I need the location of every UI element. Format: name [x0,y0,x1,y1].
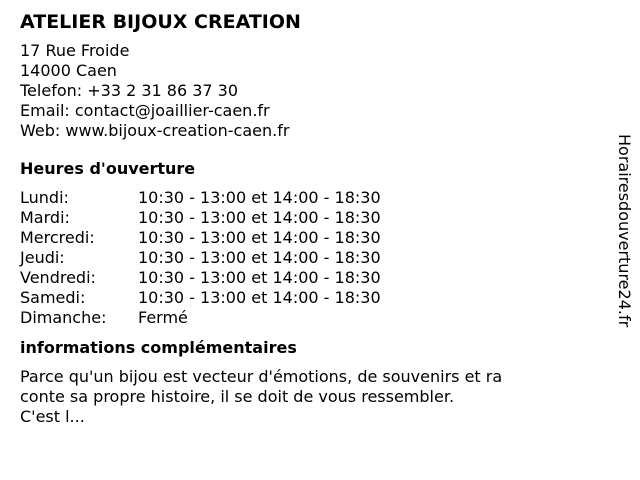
business-name: ATELIER BIJOUX CREATION [20,11,301,33]
info-line: conte sa propre histoire, il se doit de vous ressembler. [20,387,455,406]
hours-row-thursday [20,248,600,268]
day-label: Vendredi: [20,268,96,287]
hours-row-friday [20,268,600,288]
day-label: Mercredi: [20,228,95,247]
hours-row-monday [20,188,600,208]
day-label: Samedi: [20,288,86,307]
address-city: 14000 Caen [20,61,117,80]
day-hours: 10:30 - 13:00 et 14:00 - 18:30 [138,228,381,247]
day-label: Dimanche: [20,308,107,327]
hours-row-saturday [20,288,600,308]
additional-info-heading: informations complémentaires [20,338,297,357]
phone-number: Telefon: +33 2 31 86 37 30 [20,81,239,100]
info-line: Parce qu'un bijou est vecteur d'émotions, de souvenirs et ra [20,367,503,386]
opening-hours-table [20,188,600,328]
address-street: 17 Rue Froide [20,41,130,60]
day-label: Lundi: [20,188,69,207]
day-hours: Fermé [138,308,188,327]
day-hours: 10:30 - 13:00 et 14:00 - 18:30 [138,248,381,267]
hours-row-wednesday [20,228,600,248]
hours-row-sunday [20,308,600,328]
day-label: Mardi: [20,208,70,227]
hours-row-tuesday [20,208,600,228]
website-address: Web: www.bijoux-creation-caen.fr [20,121,290,140]
day-hours: 10:30 - 13:00 et 14:00 - 18:30 [138,288,381,307]
opening-hours-heading: Heures d'ouverture [20,159,196,178]
additional-info-text [20,367,600,427]
day-label: Jeudi: [20,248,65,267]
day-hours: 10:30 - 13:00 et 14:00 - 18:30 [138,268,381,287]
email-address: Email: contact@joaillier-caen.fr [20,101,270,120]
day-hours: 10:30 - 13:00 et 14:00 - 18:30 [138,208,381,227]
day-hours: 10:30 - 13:00 et 14:00 - 18:30 [138,188,381,207]
site-watermark: Horairesdouverture24.fr [615,134,634,328]
business-card [20,10,600,427]
info-line: C'est l... [20,407,85,426]
